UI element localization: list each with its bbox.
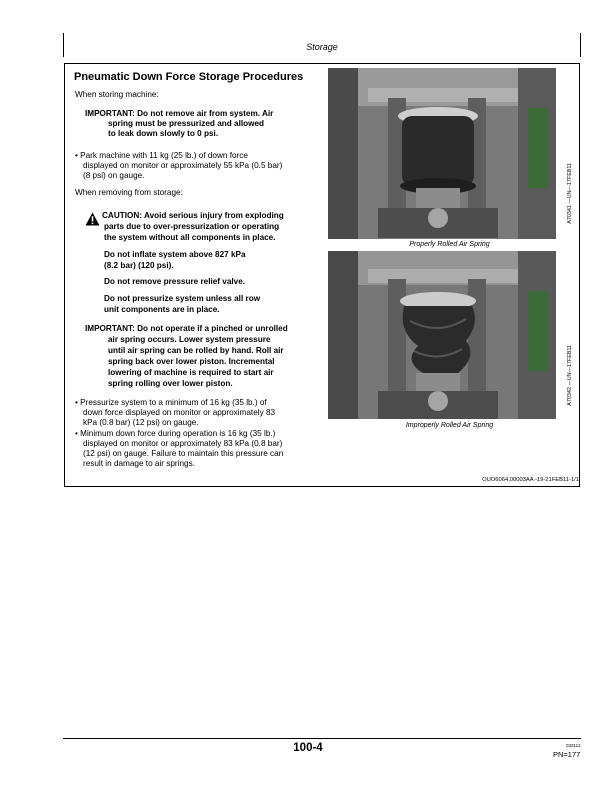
storing-important-2: spring must be pressurized and allowed [108,119,265,128]
removing-bullet2-3: (12 psi) on gauge. Failure to maintain this pressure can [83,449,284,458]
removing-important-6: spring rolling over lower piston. [108,379,233,388]
storing-bullet-3: (8 psi) on gauge. [83,171,145,180]
removing-bullet1-2: down force displayed on monitor or approximately 83 [83,408,276,417]
removing-bullet1-1: • Pressurize system to a minimum of 16 kg (35 lb.) of [75,398,267,407]
section-header: Storage [306,42,338,52]
removing-important-5: lowering of machine is required to start air [108,368,274,377]
warn-relief-valve: Do not remove pressure relief valve. [104,277,246,286]
page-title: Pneumatic Down Force Storage Procedures [74,71,304,83]
caption-properly-rolled: Properly Rolled Air Spring [409,241,490,248]
page-number: 100-4 [293,742,323,754]
removing-important-2: air spring occurs. Lower system pressure [108,335,271,344]
storing-important-3: to leak down slowly to 0 psi. [108,129,219,138]
figure-id-1: A70341 —UN—17FEB11 [567,163,573,224]
storing-intro: When storing machine: [75,90,159,99]
footer-rule [63,738,581,739]
footer-code: 033112 [566,743,581,748]
caution-line-3: the system without all components in place. [104,233,276,242]
removing-bullet2-4: result in damage to air springs. [83,459,195,468]
caption-improperly-rolled: Improperly Rolled Air Spring [405,422,494,429]
storing-important-1: IMPORTANT: Do not remove air from system. Air [85,109,274,118]
warning-triangle-icon [85,212,100,226]
warn-inflate-1: Do not inflate system above 827 kPa [104,250,246,259]
caution-line-1: CAUTION: Avoid serious injury from exploding [102,211,284,220]
document-reference: OUO6064,00003AA -19-21FEB11-1/1 [482,477,579,483]
removing-bullet1-3: kPa (0.8 bar) (12 psi) on gauge. [83,418,199,427]
warn-inflate-2: (8.2 bar) (120 psi). [104,261,174,270]
photo-properly-rolled-air-spring [328,68,556,239]
removing-important-4: spring back over lower piston. Incremental [108,357,275,366]
pn-number: PN=177 [553,750,581,759]
storing-bullet-1: • Park machine with 11 kg (25 lb.) of down force [75,151,248,160]
photo-improperly-rolled-air-spring [328,251,556,419]
removing-important-1: IMPORTANT: Do not operate if a pinched or unrolled [85,324,288,333]
removing-important-3: until air spring can be rolled by hand. Roll air [108,346,284,355]
removing-bullet2-1: • Minimum down force during operation is 16 kg (35 lb.) [75,429,276,438]
caution-line-2: parts due to over-pressurization or operating [104,222,280,231]
header-rule-right [580,33,581,57]
figure-id-2: A70342 —UN—17FEB11 [567,345,573,406]
warn-pressurize-1: Do not pressurize system unless all row [104,294,261,303]
storing-bullet-2: displayed on monitor or approximately 55 kPa (0.5 bar) [83,161,283,170]
warn-pressurize-2: unit components are in place. [104,305,220,314]
removing-bullet2-2: displayed on monitor or approximately 83 kPa (0.8 bar) [83,439,283,448]
removing-intro: When removing from storage: [75,188,183,197]
